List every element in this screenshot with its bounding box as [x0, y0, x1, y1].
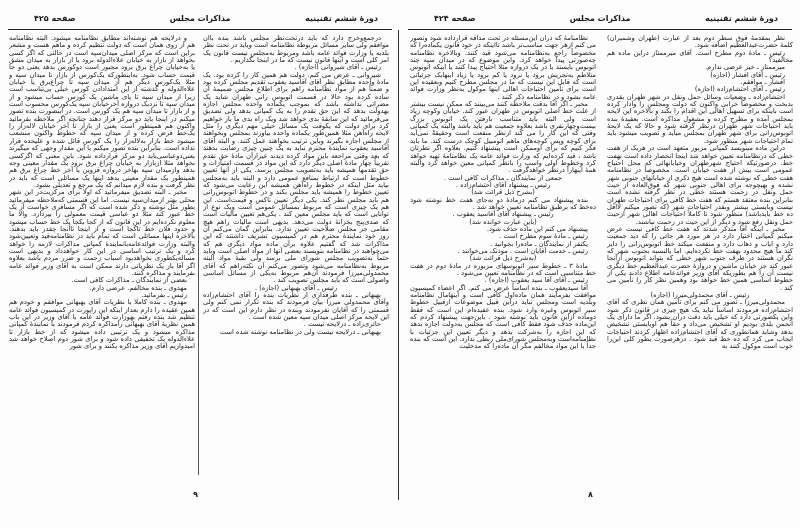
- text-column-left: [9, 35, 195, 487]
- header-rule: [408, 29, 792, 30]
- paragraph: جمعی از نمایندگان ـ مذاکرات کافی است .: [443, 173, 563, 182]
- paragraph: مخبر ـ اینکه آقا متذکر شدند که هفت خط کافی نیست عرض میکنم کمپانی اختیار دارد در هر مورد هر جائی را که دید جمعیت دارد و ایاب و ذهاب دارد و منفعت میکند خط اتوبوس‌رانی را دایر کند ما هیچ محدود بهفت خط نکرده‌ایم. اما بالنسبه بجنوب شهر که نگران هستند در طرف جنوب شهر خطی که بتواند اتوبوس ازآنجا عبور کند جز خیابان ماشین و دروازهٔ حضرت عبدالعظیم خط دیگری نیست آن را هم بطوریکه آقای وزیر فوائدعامه اطلاع دادند یکی از خطوط اساسی همین خط خواهد بود وهمین نظر کار را تأمین می کند .: [607, 224, 793, 292]
- header-session: دورهٔ ششم تقنینیه: [305, 14, 378, 23]
- paragraph: مهدوی ـ بنده کاملا با نظریات آقای بهبهانی موافقم و خودم هم همین عقیده را دارم بعداز اینکه این راپورت در کمیسیون فوائد عامه تنظیم شد بنده رفتم بهوزارت فوائد عامه با آقای وزیر در این باب همین نظریهٔ آقای بهبهانی رامذاکره کردم فرمودند با نمایندهٔ کمپانی مذاکره میشود و یک ترتیبی داده میشود که از خط بازار تا علاءالدوله یک تخفیفی داده شود و برای شور دوم اصلاح خواهد شد امیدواریم آقای وزیر مذاکره بکنند و برای شور: [9, 298, 195, 351]
- paragraph: حائری‌زاده ـ درلایحه نیست .: [303, 320, 381, 329]
- text-column-right: [203, 35, 389, 487]
- paragraph: رئیس ـ بفرمائید.: [141, 291, 187, 300]
- paragraph: مادهٔ ۳ ـ خطوط سیر اتوبوسهای مزبوره در مادهٔ دوم در هفت خط متناسبی است که در نظامنامه تعیین می‌شود .: [410, 261, 596, 277]
- paragraph: رئیس ـ پیشنهاد آقای آقاسید یعقوب .: [452, 210, 554, 219]
- header-page-number: صفحه ۴۲۴: [434, 14, 476, 23]
- header-title: مذاکرات مجلس: [569, 14, 631, 23]
- folio-number: ۸: [588, 490, 593, 499]
- paragraph: مخبر ـ اگر آقا بدقت ملاحظه کنند می‌بینند که ممکن نیست بیشتر از علت خط اصلی اتوبوس در طهران عبور کند. خیابان وکوچه زیاد است ولی البته باید متناسب بارفتن یک اتوبوس بزرگ بیست‌وچهارنفری باشد بعلاوه جمعیت هم باید باشد والبته یک کمپانی وقتی که این کار را می کند ازنظر منفعت است وحقیقةً نمی‌آید برای کوچه وپس کوچه‌های ماهم اتومبیل کوچک درست کند. ما باید فکر کنیم که برای اوممکن است پیشنهاد کنیم. بعلاوه اگر نظرتان باشد ، قید کرده‌ایم که وزارت فوائد عامه یک نظامنامهٔ تهیه خواهد کرد وخطوط اولی واسب را بانظر کمپانی معین خواهد کرد والبته همهٔ اینهارا درنظر خواهدگرفت .: [410, 100, 596, 175]
- header-page-number: صفحه ۴۲۵: [34, 14, 76, 23]
- paragraph: نظر بمقدمهٔ فوق سطر دوم بعد از عبارت (طهران وشمیران) کلمهٔ حضرت‌عبدالعظیم اضافه شود.: [607, 35, 793, 50]
- paragraph: پیشنهاد می کنم این ماده حذف شود.: [486, 224, 588, 233]
- book-gutter: [398, 30, 399, 500]
- header-rule: [8, 29, 392, 30]
- paragraph: رئیس ـ آقای محمدولی‌میرزا (اجازه): [650, 291, 750, 300]
- paragraph: دراین ماده مینویسد کمپانی مزبور متعهد است در هریک از هفت خطی که درنظامنامه تعیین خواهد شد اینجا انحصار داده است بهفت خط. درصورتیکه احتیاج شهرطهران وخیابانهائی که محل احتیاج عمومی است بیش از هفت خیابان است. مخصوصاً در نظامنامه هفت خطی که نوشته شده است هیچ ذکری از خیابانهای جنوبی شهر نشده و بهیچوجه برای اهالی جنوبی شهر که فوق‌العاده از حیث حمل ونقل در زحمت هستند خطی در نظر گرفته نشده است بنابراین بنده معتقد هستم که هفت خط کافی برای احتیاجات طهران نیست وبایستی بیشتر وبقدر احتیاجات شهر (که تصور میکنم لااقل ده خط بایدباشد) منظور شود تا کاملاً احتیاجات اهالی شهر ازحیث حمل ونقل رفع شود و دیگر از این حیث در زحمت نباشند.: [607, 144, 793, 226]
- header-title: مذاکرات مجلس: [169, 14, 231, 23]
- paragraph: شیروانی ـ عرض می کنم. دولت هم همین کار را کرده بود. یک مادهٔ واحده مطابق نظر آقای آقاسید یعقوب تقدیم مجلس کرده بود و ضمناً هم از مواد نظامنامه راهم برای اطلاع مجلس ضمیمهٔ آن ساده کرده بود حالا در قسمت اتوبوس رانی طهران شاید یک مضراتی نداشته باشد که بموجب یکماده واحده مجلس اجازه بهدولت بدهد که این حق تقدم را به یک کمپانی بدهد ولی تصدیق می‌فرمائید که این سابقهٔ بدی خواهد شد ویک راه بدی ما باز خواهیم کرد برای دولت که یکوقت یک مسائل خیلی مهم دیگری را مثل لایحه راه‌آهن مثلا همین‌طور یکماده واحده بیاورند بمجلس وبخواهند از مجلس اجازه بگیرند وباین ترتیب بخواهند عمل کنند. و البته آقای آقاسید یعقوب نمایندهٔ محترم نباید به یک چنین چیزی رضایت بدهند که بعد وقتی مراجعه باین مواد کرده دیدند غیرازآن مادهٔ حق تقدم تقریباً چهار مادهٔ اصلی دیگر دارد که این مواد در قسمت امتیازات و حق تقدمها همیشه باید به‌تصویب مجلس برسد. یکی از آنها تعیین خطوط است که ارتباط بمنافع عمومی دارد و البته باید به‌مجلس بیاید مثل اینکه در خطوط راه‌آهن همیشه این رعایت می‌شود که تعیین خطوط را همیشه باید مجلس بکند و در خطوط اتوبوس‌رانی هم باید مجلس نظر کند. یکی دیگر تعیین تاکس و قیمت‌است. این هم یک چیزی است که مربوط بمسائل عمومی است ویک نوع از توانایی است که باید مجلس معین کند . یکی‌هم تعیین مالیات است که صدی‌پنج بخزانهٔ دولت می‌دهد. بدیهی است مالیات راهم هیچ مقامی جز مجلس صلاحیت تعیین ندارد. بنابراین گمان می‌کنم آن روز خود نمایندهٔ محترم هم در کمیسیون تشریف داشتند که این مذاکرات شد که گفتیم علاوه برآن ماده مواد دیگری هم که می‌خواهند در نظامنامه بنویسند بعضی آنها از مواد اصلی است وباید حتماً به‌تصویب مجلس شورای ملی برسد ولی بقیهٔ مواد البته مربوط به‌نظامنامه می‌شود وتصور می‌کنم آن نکته‌راهم که آقای محمدولی‌میرزا فرمودند آن‌هم مربوط به‌یکی از مسائل اساسی واصولی است که باید مجلس تصویب کند .: [203, 70, 389, 285]
- paragraph: افشار ـ موافقم.: [740, 78, 785, 87]
- running-header: [8, 14, 392, 28]
- paragraph: رئیس ـ آقای احتشام‌زاده (اجازه): [694, 85, 785, 94]
- running-header: [408, 14, 792, 28]
- paragraph: (باین عبارت خوانده شد): [469, 217, 537, 226]
- paragraph: رئیس ـ خدمت آقایان است . موذنک می‌خوانند .: [457, 246, 588, 255]
- paragraph: رئیس ـ آقای بهبهانی (اجازه) .: [254, 283, 338, 292]
- paragraph: رئیس ـ آقای شیروانی (اجازه) .: [294, 63, 381, 72]
- column-divider: [198, 80, 199, 475]
- folio-number: ۹: [193, 490, 198, 499]
- text-column-left: [410, 35, 596, 487]
- paragraph: (بشرح ذیل قرائت شد): [471, 188, 535, 197]
- paragraph: رئیس ـ آقای افشار (اجازه): [710, 70, 785, 79]
- paragraph: میرممتاز ـ خیر عرضی ندارم.: [705, 63, 785, 72]
- paragraph: رئیس ـ آقای آقا سید یعقوب (اجازه) .: [484, 276, 588, 285]
- paragraph: بهبهانی ـ درلایحه نیست ولی در نظامنامه نوشته شده است: [219, 327, 381, 336]
- paragraph: نظامنامهٔ که درآن این‌مسئله در تحت مداقه قرارداده شود وتصور می کنم ازهر جهت مناسب‌تر باشد تااینکه در خود قانون یکماده‌را که مخصوصاً راجع به‌نظامنامه می‌شود قید کنند. وبالاخره نظامنامه چه‌صورتی پیدا خواهد کرد. واین موضوع که در میدان سپه چند اتوبوس بایستد یا در یک دروازه مثلا احتیاج پیدا کنند یا اینکه اتوبوس متلاطم به‌تجریش برود یا نرود یا کم برود یا زیاد اینهایک جزئیاتی است که قابل این نیست که ما در مجلس مطرح کنیم وبعقیده این است برای تأمین احتیاجات اهالی اینها موکول به‌نظر وزارت فوائد عامه بشود و در نظامنامه ذکر کنند .: [410, 35, 596, 101]
- paragraph: آقا سیدیعقوب ـ بنده اساساً عرض می کنم. اگر اعضاء کمیسیون موافقت بفرمایند همان ماده‌اول کافی است و اینهامال نظامنامه وبلدیه است ومجلس نباید دراین قبیل موضوعات ازقبیل خطوط سیر اتوبوس وغیره وارد شود. بنده عقیده‌ام این است که فقط دوماده ازاین قانون باید نوشته شود . باین‌جهت پیشنهاد کردم که این‌ماده حذف شود فقط کافی است که مجلس به‌دولت اجازه بدهد که این اجازه را به‌شرکت بدهد و دیگر تعیین این جزئیات با نظامنامه‌است وبه‌مجلس شورای‌ملی ربطی ندارد. این است که بنده جداً با این مواد مخالفم مگر آن ماده‌را که مدخلیت: [410, 283, 596, 351]
- paragraph: بعضی از نمایندگان ـ مذاکرات کافی است.: [71, 276, 187, 285]
- paragraph: درجمع‌وخرج دارد که باید درتحت‌نظر مجلس باشد بنده باآن موافقم ولی سایر مسائل مربوطه نظامنامه است وباید در تحت نظر بلدیه یا وزارت فوائد عامه باشد ومربوط به‌مجلس نیست قانون یک امر کلی است و اینها قانون نیست که ما در اینجا بگذاریم .: [203, 35, 389, 65]
- paragraph: رئیس ـ پیشنهاد آقای احتشام‌زاده .: [455, 180, 551, 189]
- paragraph: یکنفر از نمایندگان ـ ماده‌را بخوانید .: [490, 239, 588, 248]
- paragraph: محمدولی‌میرزا ـ تصور می کنم برای تأمین همان نظری که آقای احتشام‌زاده فرمودند اساساً نباید یک هیچ چیزی در قانون ذکر شود واین یکصورتی دارد که خیلی باید دقت درآن بشود. اگر ما دارای یک انجمن بلدی بودیم او تشخیص می‌داد و حقاً هم اوبایستی تشخیص بدهد وشاید همانطوری که آقای احتشام‌زاده اظهار کردند احتیاجات ایجاب می کرد که ده خط قید شود . درهرصورت بطور کلی این‌را خوب است موکول کنند به: [607, 298, 793, 351]
- paragraph: رئیس ـ مادهٔ دوم مطرح است. آقای میرممتاز دراین ماده هم مخالفید؟: [607, 48, 793, 65]
- paragraph: (به‌شرح ذیل قرائت شد): [469, 254, 537, 263]
- paragraph: رئیس ـ مادهٔ سوم مطرح است .: [499, 232, 588, 241]
- header-session: دورهٔ ششم تقنینیه: [705, 14, 778, 23]
- paragraph: مخبر ـ البته تصدیق میفرمائید که اولا برای مرکزیت‌در این شهر محلی بهتر ازمیدان‌سپه نیست. اما این قسمتی که‌ملاحظه میفرمائید بطور مثل نوشته و ذکر شده است که اگر مسافری خواست از یک خط عبور کند مثلا دو عباسی قیمت معمولی را بپردازد. والا ما معلوم نکرده‌ایم در این قانون که از کجا بکجا یک خط حساب میشود و حدود فلان خط تاکجا است و از اینجا تاآنجا چقدر باید بدهند. بالاخره اینها مسائلی است که تمام باید در نظامنامه‌قید وتعیین‌شود والبته وزارت فوائدعامه‌بانمایندهٔ کمپانی مذاکرات لازمه را خواهد کرد و یک ترتیب اساسی در این کار خواهدداد و بدیهی است مساله‌یکطوری نخواهدبود اسباب زحمت و ضرر مردم باشد بعلاوه اگر آقا باز یک نظریاتی دارند ممکن است به آقای وزیر فوائد عامه بفرمایند و مذاکره کنند.: [9, 188, 195, 277]
- paragraph: و درلایحه هم نوشته‌اند مطابق نظامنامه میشود. البته نظامنامه هم از روی همان است که دولت تنظیم کرده و ماهم هست و مشعر براین است که مرکز اصلی میدان‌سپه است در حالتی که اگر کسی بخواهد از بازار به خیابان علاءالدوله برود یا از بازار به میدان مشق یا به‌خیابان چراغ برق برود مجبور است دوکورس بدهد یعنی دو جا قیمت حساب شود. به‌اینطورکه یک‌کورس از بازار تا میدان سپه و مثلا یک‌کورس دیگر هم از میدان سپه تا چراغ‌برق یا خیابان علاءالدوله و گذشته از این امتدادادن کورس خیلی بی‌تناسب است زیرا از میدان سپه تا پای ماشین یک کورس حساب میشود و از میدان سپه تا نزدیک دروازه آخرخیابان سپه یک‌کورس محسوب است و از بازار تا میدان سپه هم یک کورس است. در اینصورت بنده تصور میکنم در اینجا باید دو مرکز قرار دهند چنانچه اگر ملاحظه بفرمائید واکنون هم همینطور است یعنی از بازار تا آخر خیابان لاله‌زار را یک‌خط فرض کرده و از میدان سپه که خطوط واکنون منشعب میشود خط بازار به‌لاله‌زار را یک کورس قائل شده و علیحده قرار نداده است. بنابراین بنده تصور میکنم با این مقدار وجهی که میگیرند یعنی‌دوعباسی‌باید دو مرکز قرارداده شود. باین معنی که اگرکسی بخواهد مثلا ازبازار به خیابان چراغ برق برود یک مقدار معینی وجه بدهد وازمیدان سپه بهآخر دروازه قزوین یا آخر خط چراغ برق هم همینطور یک مقدار معینی بدهد اینها یک مسائلی است که باید در نظر گرفت و بنده لازم میدانم که یک مرجع و تعدیلی بشود.: [9, 35, 195, 189]
- paragraph: بهبهانی ـ بنده طرفداری از نظریات بنده را آقای احتشام‌زاده وآقای محمدولی میرزا بیان فرمودند که بنده تکرار نمی کنم ولی قسمتی را که آقایان نفرمودند وبنده در نظر دارم این است که در این لایحه مرکز اصلی میدان سپه معین شده است .: [203, 291, 389, 322]
- paragraph: مهدوی ـ بنده مخالفم. عرضی دارم.: [89, 283, 187, 292]
- paragraph: احتشام‌زاده ـ وضعیات وسائل حمل ونقل در شهر طهران بقدری بدبخت و مخصوصاً خرابی واکنون که دولت ومجلس را وادار کرده است باینکه برای تسهیل اهالی این اقدام را بکند و بالاخره این لایحه بمجلس آمده و مطرح کرده و مشغول مذاکره است. بعقیدهٔ بنده باید احتیاجات شهر طهران درنظر گرفته شود و حالا که یک لایحهٔ اتوبوس‌رانی برای شهر طهران بمجلس میآید و تصویب میشود باید تمام احتیاجات شهر منظور شود.: [607, 92, 793, 145]
- paragraph: بنده پیشنهاد می کنم درمادهٔ دو به‌جای هفت خط نوشته شود ده‌خط که برطبق نظامنامه تعیین خواهد شد .: [410, 195, 596, 211]
- text-column-right: [607, 35, 793, 487]
